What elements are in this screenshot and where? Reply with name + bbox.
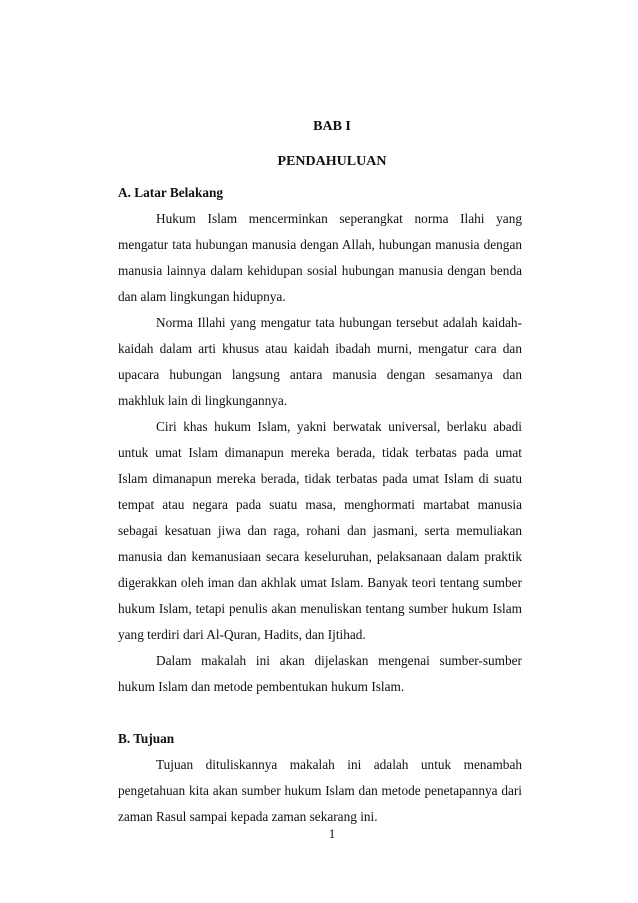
chapter-number: BAB I [313, 119, 351, 134]
paragraph: Ciri khas hukum Islam, yakni berwatak universal, berlaku abadi untuk umat Islam dimanapun mereka berada, tidak terbatas pada umat Islam dimanapun mereka berada, tidak terbatas pada umat Islam di suatu tempat atau negara pada suatu masa, menghormati martabat manusia sebagai kesatuan jiwa dan raga, rohani dan jasmani, serta memuliakan manusia dan kemanusiaan secara keseluruhan, pelaksanaan dalam praktik digerakkan oleh iman dan akhlak umat Islam. Banyak teori tentang sumber hukum Islam, tetapi penulis akan menuliskan tentang sumber hukum Islam yang terdiri dari Al-Quran, Hadits, dan Ijtihad. [118, 419, 522, 642]
section-heading-tujuan: B. Tujuan [118, 731, 175, 746]
page-number: 1 [328, 826, 336, 841]
section-heading-latar-belakang: A. Latar Belakang [118, 185, 224, 200]
document-body [118, 180, 522, 830]
paragraph: Tujuan dituliskannya makalah ini adalah untuk menambah pengetahuan kita akan sumber hukum Islam dan metode penetapannya dari zaman Rasul sampai kepada zaman sekarang ini. [118, 757, 522, 824]
paragraph: Hukum Islam mencerminkan seperangkat norma Ilahi yang mengatur tata hubungan manusia dengan Allah, hubungan manusia dengan manusia lainnya dalam kehidupan sosial hubungan manusia dengan benda dan alam lingkungan hidupnya. [118, 211, 522, 304]
chapter-title: PENDAHULUAN [277, 154, 387, 169]
section-spacer [118, 700, 522, 726]
paragraph: Dalam makalah ini akan dijelaskan mengenai sumber-sumber hukum Islam dan metode pembentukan hukum Islam. [118, 653, 522, 694]
paragraph: Norma Illahi yang mengatur tata hubungan tersebut adalah kaidah-kaidah dalam arti khusus atau kaidah ibadah murni, mengatur cara dan upacara hubungan langsung antara manusia dengan sesamanya dan makhluk lain di lingkungannya. [118, 315, 522, 408]
